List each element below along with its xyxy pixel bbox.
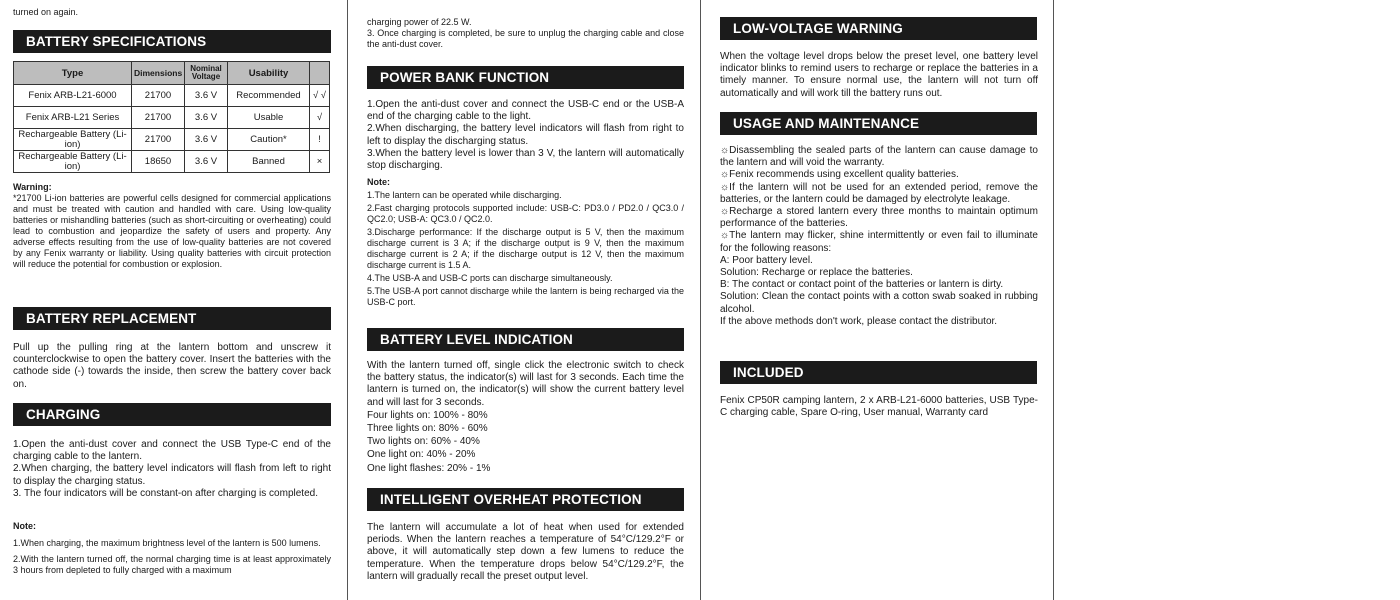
table-cell: 3.6 V bbox=[185, 85, 228, 107]
list-item: Solution: Clean the contact points with a cotton swab soaked in rubbing alcohol. bbox=[720, 291, 1038, 315]
section-heading-battery-specifications: BATTERY SPECIFICATIONS bbox=[13, 30, 331, 53]
table-cell: Banned bbox=[228, 151, 310, 173]
table-cell: × bbox=[310, 151, 330, 173]
charging-steps bbox=[13, 439, 331, 500]
list-item: Three lights on: 80% - 60% bbox=[367, 423, 488, 435]
section-heading-battery-replacement: BATTERY REPLACEMENT bbox=[13, 307, 331, 330]
table-cell: 21700 bbox=[132, 85, 185, 107]
battery-level-block bbox=[367, 360, 684, 475]
table-cell: 21700 bbox=[132, 107, 185, 129]
table-row bbox=[14, 107, 330, 129]
column-divider bbox=[700, 0, 701, 600]
list-item: ☼Disassembling the sealed parts of the lantern can cause damage to the lantern and will void the warranty. bbox=[720, 145, 1038, 169]
list-item: ☼Recharge a stored lantern every three months to maintain optimum performance of the batteries. bbox=[720, 206, 1038, 230]
warning-title: Warning: bbox=[13, 182, 52, 192]
table-cell: 3.6 V bbox=[185, 151, 228, 173]
section-heading-included: INCLUDED bbox=[720, 361, 1037, 384]
list-item: charging power of 22.5 W. bbox=[367, 17, 472, 27]
battery-replacement-text: Pull up the pulling ring at the lantern bottom and unscrew it counterclockwise to open the battery cover. Insert the batteries with the cathode side (-) towards the inside, then screw the battery cover back on. bbox=[13, 342, 331, 390]
list-item: 4.The USB-A and USB-C ports can discharge simultaneously. bbox=[367, 273, 613, 283]
section-heading-usage-maintenance: USAGE AND MAINTENANCE bbox=[720, 112, 1037, 135]
note-title: Note: bbox=[367, 177, 390, 187]
section-heading-charging: CHARGING bbox=[13, 403, 331, 426]
warning-text: *21700 Li-ion batteries are powerful cells designed for commercial applications and must be treated with caution and handled with care. Using low-quality batteries or mishandling batteries (such as short-circuiting or overheating) could lead to combustion and jeopardize the safety of users and property. Any adverse effects resulting from the use of low-quality batteries are not covered by any Fenix warranty or liability. Using quality batteries with circuit protection will reduce the potential for combustion or explosion. bbox=[13, 193, 331, 269]
table-cell: 21700 bbox=[132, 129, 185, 151]
column-header: Nominal Voltage bbox=[185, 62, 228, 85]
table-cell: 3.6 V bbox=[185, 129, 228, 151]
power-bank-steps bbox=[367, 99, 684, 172]
table-cell: ! bbox=[310, 129, 330, 151]
list-item: ☼Fenix recommends using excellent quality batteries. bbox=[720, 169, 959, 181]
column-header bbox=[310, 62, 330, 85]
list-item: 3.When the battery level is lower than 3 V, the lantern will automatically stop discharging. bbox=[367, 147, 684, 172]
table-cell: Rechargeable Battery (Li-ion) bbox=[14, 129, 132, 151]
note-title: Note: bbox=[13, 521, 36, 531]
table-cell: √ √ bbox=[310, 85, 330, 107]
list-item: If the above methods don't work, please contact the distributor. bbox=[720, 315, 998, 327]
table-cell: Rechargeable Battery (Li-ion) bbox=[14, 151, 132, 173]
list-item: A: Poor battery level. bbox=[720, 254, 813, 266]
charging-continued bbox=[367, 17, 684, 50]
list-item: 3. Once charging is completed, be sure to unplug the charging cable and close the anti-dust cover. bbox=[367, 28, 684, 49]
list-item: Four lights on: 100% - 80% bbox=[367, 409, 488, 421]
table-header-row bbox=[14, 62, 330, 85]
manual-column-1 bbox=[13, 0, 331, 600]
low-voltage-text: When the voltage level drops below the preset level, one battery level indicator blinks to remind users to recharge or replace the batteries in a timely manner. To ensure normal use, the lantern will not turn off automatically and will work till the battery runs out. bbox=[720, 51, 1038, 99]
column-header: Usability bbox=[228, 62, 310, 85]
table-cell: 3.6 V bbox=[185, 107, 228, 129]
list-item: 2.Fast charging protocols supported include: USB-C: PD3.0 / PD2.0 / QC3.0 / QC2.0; USB-A: QC3.0 / QC2.0. bbox=[367, 203, 684, 224]
table-row bbox=[14, 85, 330, 107]
battery-level-text: With the lantern turned off, single click the electronic switch to check the battery status, the indicator(s) will last for 3 seconds. Each time the lantern is turned on, the indicator(s) will show the current battery level and will last for 3 seconds. bbox=[367, 360, 684, 408]
list-item: One light on: 40% - 20% bbox=[367, 449, 476, 461]
list-item: 3.Discharge performance: If the discharge output is 5 V, then the maximum discharge current is 3 A; if the discharge output is 9 V, then the maximum discharge current is 2 A; if the discharge output is 12 V, then the maximum discharge current is 1.5 A. bbox=[367, 227, 684, 270]
list-item: 2.When charging, the battery level indicators will flash from left to right to display the charging status. bbox=[13, 463, 331, 487]
continued-text: turned on again. bbox=[13, 7, 79, 17]
section-heading-battery-level: BATTERY LEVEL INDICATION bbox=[367, 328, 684, 351]
table-cell: Caution* bbox=[228, 129, 310, 151]
table-row bbox=[14, 129, 330, 151]
overheat-text: The lantern will accumulate a lot of heat when used for extended periods. When the lantern reaches a temperature of 54°C/129.2°F or above, it will automatically step down a few lumens to reduce the temperature. When the temperature drops below 54°C/129.2°F, the lantern will gradually recall the preset output level. bbox=[367, 522, 684, 582]
column-header: Type bbox=[14, 62, 132, 85]
column-divider bbox=[1053, 0, 1054, 600]
list-item: 1.When charging, the maximum brightness level of the lantern is 500 lumens. bbox=[13, 538, 321, 548]
included-text: Fenix CP50R camping lantern, 2 x ARB-L21-6000 batteries, USB Type-C charging cable, Spare O-ring, User manual, Warranty card bbox=[720, 395, 1038, 419]
table-row bbox=[14, 151, 330, 173]
section-heading-low-voltage: LOW-VOLTAGE WARNING bbox=[720, 17, 1037, 40]
table-cell: Fenix ARB-L21-6000 bbox=[14, 85, 132, 107]
list-item: Solution: Recharge or replace the batteries. bbox=[720, 267, 913, 279]
table-cell: Fenix ARB-L21 Series bbox=[14, 107, 132, 129]
list-item: 1.Open the anti-dust cover and connect the USB-C end or the USB-A end of the charging cable to the light. bbox=[367, 99, 684, 123]
list-item: Two lights on: 60% - 40% bbox=[367, 436, 480, 448]
list-item: ☼If the lantern will not be used for an extended period, remove the batteries, or the lantern could be damaged by electrolyte leakage. bbox=[720, 181, 1038, 205]
charging-notes bbox=[13, 521, 331, 576]
section-heading-power-bank: POWER BANK FUNCTION bbox=[367, 66, 684, 89]
table-cell: Recommended bbox=[228, 85, 310, 107]
column-header: Dimensions bbox=[132, 62, 185, 85]
section-heading-overheat-protection: INTELLIGENT OVERHEAT PROTECTION bbox=[367, 488, 684, 511]
table-cell: 18650 bbox=[132, 151, 185, 173]
power-bank-notes bbox=[367, 177, 684, 308]
list-item: One light flashes: 20% - 1% bbox=[367, 462, 491, 474]
manual-column-2 bbox=[367, 0, 684, 600]
table-cell: Usable bbox=[228, 107, 310, 129]
list-item: B: The contact or contact point of the batteries or lantern is dirty. bbox=[720, 279, 1004, 291]
battery-spec-table bbox=[13, 61, 330, 173]
list-item: 2.When discharging, the battery level indicators will flash from right to left to display the discharging status. bbox=[367, 123, 684, 147]
usage-list bbox=[720, 145, 1038, 328]
list-item: 1.The lantern can be operated while discharging. bbox=[367, 190, 562, 200]
list-item: 2.With the lantern turned off, the normal charging time is at least approximately 3 hours from depleted to fully charged with a maximum bbox=[13, 554, 331, 575]
warning-block bbox=[13, 182, 331, 270]
manual-column-3 bbox=[720, 0, 1038, 600]
table-cell: √ bbox=[310, 107, 330, 129]
list-item: 3. The four indicators will be constant-on after charging is completed. bbox=[13, 487, 318, 499]
list-item: ☼The lantern may flicker, shine intermittently or even fail to illuminate for the following reasons: bbox=[720, 230, 1038, 254]
list-item: 1.Open the anti-dust cover and connect the USB Type-C end of the charging cable to the lantern. bbox=[13, 439, 331, 463]
list-item: 5.The USB-A port cannot discharge while the lantern is being recharged via the USB-C port. bbox=[367, 286, 684, 307]
column-divider bbox=[347, 0, 348, 600]
